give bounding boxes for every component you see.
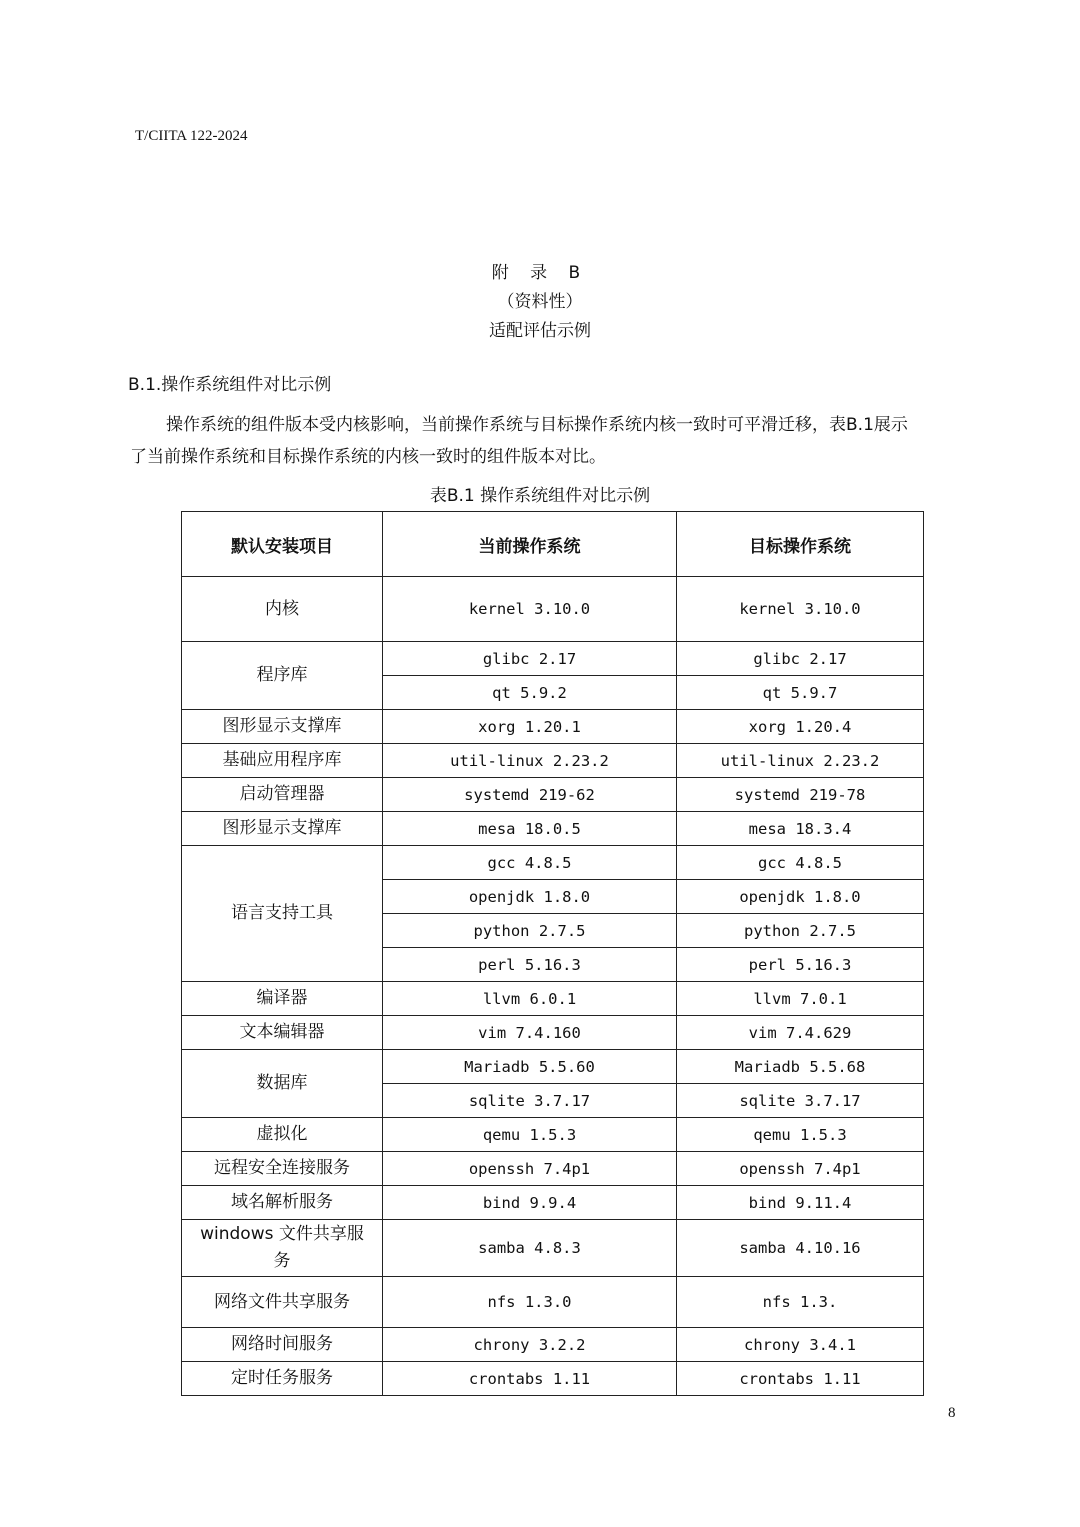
current-version-cell: vim 7.4.160	[383, 1016, 677, 1050]
target-version-cell: openssh 7.4p1	[677, 1152, 924, 1186]
component-comparison-table	[181, 511, 924, 1396]
target-version-cell: python 2.7.5	[677, 914, 924, 948]
section-heading: B.1.操作系统组件对比示例	[128, 375, 332, 395]
header-current-os: 当前操作系统	[383, 512, 677, 577]
target-version-cell: openjdk 1.8.0	[677, 880, 924, 914]
header-default-item: 默认安装项目	[182, 512, 383, 577]
current-version-cell: systemd 219-62	[383, 778, 677, 812]
table-row	[182, 577, 924, 642]
table-row	[182, 744, 924, 778]
item-cell: 域名解析服务	[182, 1186, 383, 1220]
current-version-cell: xorg 1.20.1	[383, 710, 677, 744]
item-cell: 图形显示支撑库	[182, 710, 383, 744]
table-row	[182, 1328, 924, 1362]
target-version-cell: qt 5.9.7	[677, 676, 924, 710]
item-cell: 程序库	[182, 642, 383, 710]
paragraph-line-2: 了当前操作系统和目标操作系统的内核一致时的组件版本对比。	[130, 447, 606, 467]
current-version-cell: Mariadb 5.5.60	[383, 1050, 677, 1084]
table-row	[182, 812, 924, 846]
target-version-cell: mesa 18.3.4	[677, 812, 924, 846]
target-version-cell: llvm 7.0.1	[677, 982, 924, 1016]
item-cell: 图形显示支撑库	[182, 812, 383, 846]
current-version-cell: gcc 4.8.5	[383, 846, 677, 880]
table-row	[182, 1362, 924, 1396]
target-version-cell: xorg 1.20.4	[677, 710, 924, 744]
current-version-cell: sqlite 3.7.17	[383, 1084, 677, 1118]
item-cell: 定时任务服务	[182, 1362, 383, 1396]
target-version-cell: sqlite 3.7.17	[677, 1084, 924, 1118]
current-version-cell: python 2.7.5	[383, 914, 677, 948]
current-version-cell: qt 5.9.2	[383, 676, 677, 710]
current-version-cell: openjdk 1.8.0	[383, 880, 677, 914]
current-version-cell: qemu 1.5.3	[383, 1118, 677, 1152]
table-row	[182, 778, 924, 812]
current-version-cell: openssh 7.4p1	[383, 1152, 677, 1186]
current-version-cell: mesa 18.0.5	[383, 812, 677, 846]
table-row	[182, 1220, 924, 1277]
target-version-cell: kernel 3.10.0	[677, 577, 924, 642]
appendix-title: 附 录 B	[491, 263, 589, 283]
target-version-cell: bind 9.11.4	[677, 1186, 924, 1220]
table-row	[182, 1050, 924, 1084]
table-row	[182, 642, 924, 676]
target-version-cell: perl 5.16.3	[677, 948, 924, 982]
item-cell: 启动管理器	[182, 778, 383, 812]
current-version-cell: glibc 2.17	[383, 642, 677, 676]
appendix-subtitle: （资料性）	[497, 292, 583, 312]
table-row	[182, 1186, 924, 1220]
target-version-cell: vim 7.4.629	[677, 1016, 924, 1050]
table-row	[182, 982, 924, 1016]
target-version-cell: crontabs 1.11	[677, 1362, 924, 1396]
item-cell: 网络时间服务	[182, 1328, 383, 1362]
item-cell: 文本编辑器	[182, 1016, 383, 1050]
item-cell: 基础应用程序库	[182, 744, 383, 778]
current-version-cell: perl 5.16.3	[383, 948, 677, 982]
current-version-cell: llvm 6.0.1	[383, 982, 677, 1016]
document-code: T/CIITA 122-2024	[135, 128, 248, 144]
item-cell: 编译器	[182, 982, 383, 1016]
table-row	[182, 710, 924, 744]
target-version-cell: chrony 3.4.1	[677, 1328, 924, 1362]
target-version-cell: systemd 219-78	[677, 778, 924, 812]
current-version-cell: crontabs 1.11	[383, 1362, 677, 1396]
appendix-name: 适配评估示例	[489, 321, 591, 341]
target-version-cell: nfs 1.3.	[677, 1277, 924, 1328]
item-cell: 远程安全连接服务	[182, 1152, 383, 1186]
target-version-cell: glibc 2.17	[677, 642, 924, 676]
item-cell: 数据库	[182, 1050, 383, 1118]
header-target-os: 目标操作系统	[677, 512, 924, 577]
table-row	[182, 1016, 924, 1050]
target-version-cell: samba 4.10.16	[677, 1220, 924, 1277]
paragraph-line-1: 操作系统的组件版本受内核影响，当前操作系统与目标操作系统内核一致时可平滑迁移，表B.1展示	[166, 415, 908, 435]
target-version-cell: Mariadb 5.5.68	[677, 1050, 924, 1084]
current-version-cell: kernel 3.10.0	[383, 577, 677, 642]
current-version-cell: util-linux 2.23.2	[383, 744, 677, 778]
table-caption: 表B.1 操作系统组件对比示例	[429, 486, 651, 506]
table-row	[182, 846, 924, 880]
item-cell: 虚拟化	[182, 1118, 383, 1152]
current-version-cell: nfs 1.3.0	[383, 1277, 677, 1328]
current-version-cell: bind 9.9.4	[383, 1186, 677, 1220]
current-version-cell: samba 4.8.3	[383, 1220, 677, 1277]
current-version-cell: chrony 3.2.2	[383, 1328, 677, 1362]
item-cell: windows 文件共享服务	[182, 1220, 383, 1277]
table-row	[182, 1277, 924, 1328]
target-version-cell: gcc 4.8.5	[677, 846, 924, 880]
item-cell: 网络文件共享服务	[182, 1277, 383, 1328]
item-cell: 语言支持工具	[182, 846, 383, 982]
target-version-cell: qemu 1.5.3	[677, 1118, 924, 1152]
table-row	[182, 1118, 924, 1152]
page-number: 8	[948, 1405, 956, 1421]
target-version-cell: util-linux 2.23.2	[677, 744, 924, 778]
table-row	[182, 1152, 924, 1186]
item-cell: 内核	[182, 577, 383, 642]
